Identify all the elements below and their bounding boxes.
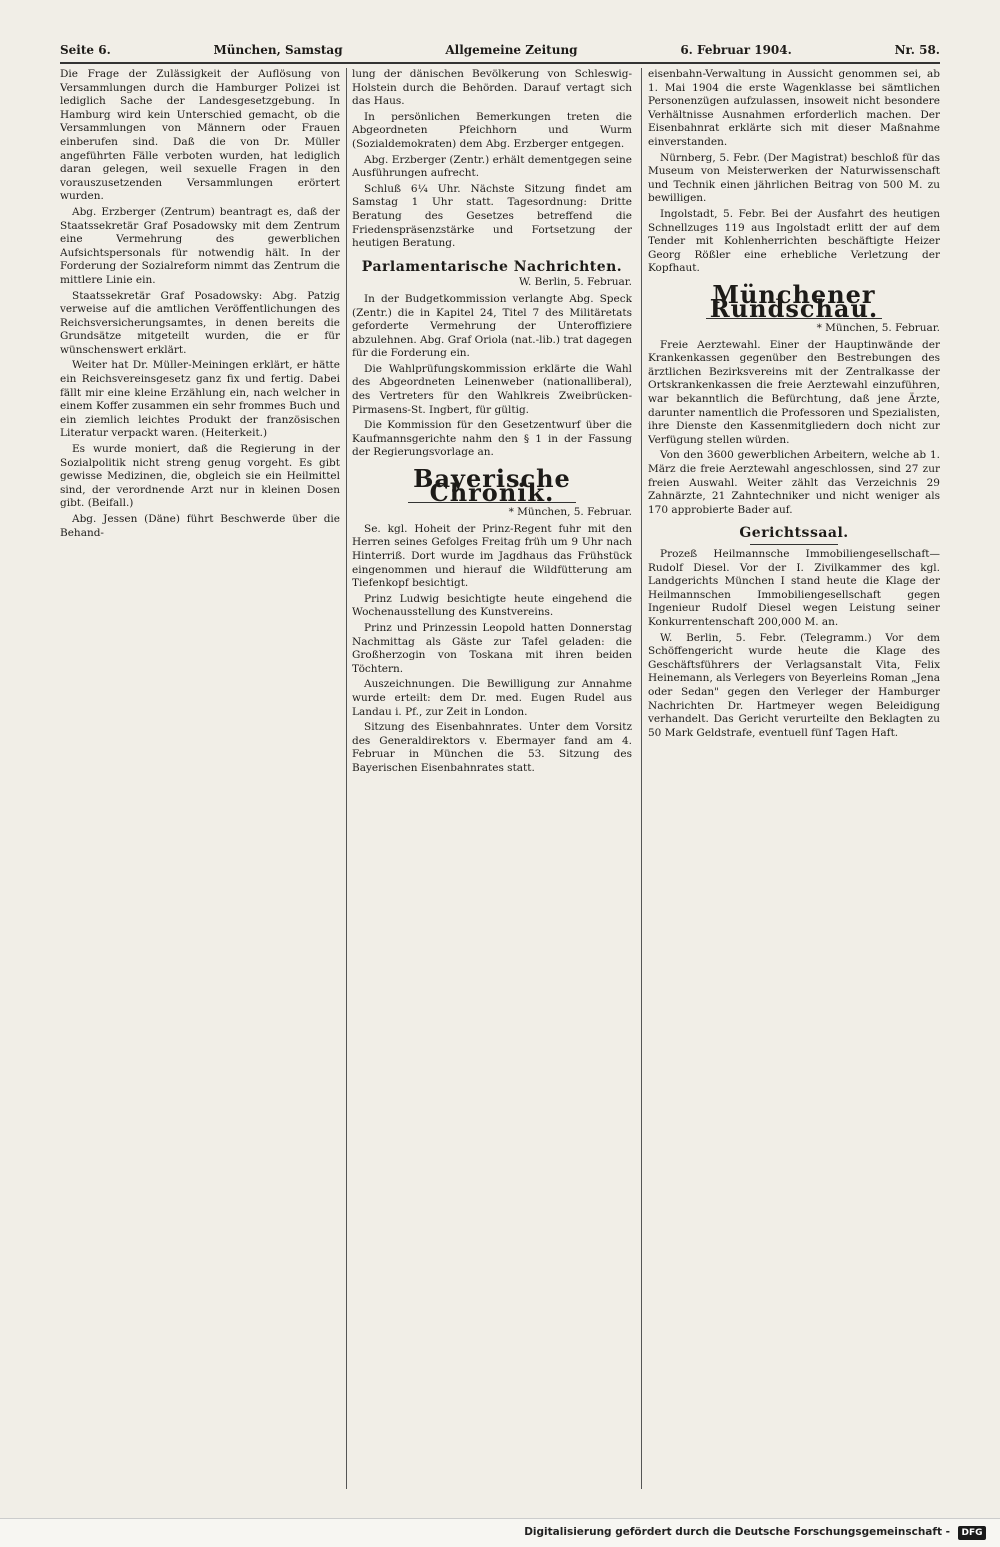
article-paragraph: lung der dänischen Bevölkerung von Schleswig-Holstein durch die Behörden. Darauf vertagt sich das Haus. (352, 68, 632, 108)
column-2 (352, 68, 632, 1489)
column-divider (641, 68, 642, 1489)
article-paragraph: Von den 3600 gewerblichen Arbeitern, welche ab 1. März die freie Aerztewahl angeschlossen, sind 27 zur freien Auswahl. Weiter zählt das Verzeichnis 29 Zahnärzte, 21 Zahntechniker und nicht weniger als 170 approbierte Bader auf. (648, 449, 940, 516)
article-paragraph: Prozeß Heilmannsche Immobiliengesellschaft—Rudolf Diesel. Vor der I. Zivilkammer des kgl. Landgerichts München I stand heute die Klage der Heilmannschen Immobiliengesellschaft gegen Ingenieur Rudolf Diesel wegen Leistung seiner Konkurrentenschaft 200,000 M. an. (648, 548, 940, 628)
article-paragraph: Weiter hat Dr. Müller-Meiningen erklärt, er hätte ein Reichsvereinsgesetz ganz fix und fertig. Dabei fällt mir eine kleine Erzählung ein, nach welcher in einem Koffer zusammen ein sehr frommes Buch und ein ziemlich leichtes Produkt der französischen Literatur verpackt waren. (Heiterkeit.) (60, 359, 340, 440)
article-paragraph: Es wurde moniert, daß die Regierung in der Sozialpolitik nicht streng genug vorgeht. Es gibt gewisse Medizinen, die, obgleich sie ein Heilmittel sind, der verordnende Arzt nur in kleinen Dosen gibt. (Beifall.) (60, 443, 340, 510)
article-paragraph: Se. kgl. Hoheit der Prinz-Regent fuhr mit den Herren seines Gefolges Freitag früh um 9 Uhr nach Hinterriß. Dort wurde im Jagdhaus das Frühstück eingenommen und hierauf die Wildfütterung am Tiefenkopf besichtigt. (352, 522, 632, 590)
article-paragraph: Prinz und Prinzessin Leopold hatten Donnerstag Nachmittag als Gäste zur Tafel geladen: die Großherzogin von Toskana mit ihren beiden Töchtern. (352, 621, 632, 675)
article-paragraph: Die Wahlprüfungskommission erklärte die Wahl des Abgeordneten Leinenweber (nationalliberal), des Vertreters für den Wahlkreis Zweibrücken-Pirmasens-St. Ingbert, für gültig. (352, 362, 632, 416)
article-paragraph: Sitzung des Eisenbahnrates. Unter dem Vorsitz des Generaldirektors v. Ebermayer fand am 4. Februar in München die 53. Sitzung des Bayerischen Eisenbahnrates statt. (352, 721, 632, 774)
article-paragraph: Ingolstadt, 5. Febr. Bei der Ausfahrt des heutigen Schnellzuges 119 aus Ingolstadt erlitt der auf dem Tender mit Kohlenherrichten beschäftigte Heizer Georg Rößler eine erhebliche Verletzung der Kopfhaut. (648, 207, 940, 275)
column-divider (346, 68, 347, 1489)
article-paragraph: Abg. Jessen (Däne) führt Beschwerde über die Behand- (60, 513, 340, 539)
article-paragraph: Auszeichnungen. Die Bewilligung zur Annahme wurde erteilt: dem Dr. med. Eugen Rudel aus Landau i. Pf., zur Zeit in London. (352, 678, 632, 718)
title-rule (750, 544, 838, 545)
article-paragraph: Freie Aerztewahl. Einer der Hauptinwände der Krankenkassen gegenüber den Bestrebungen des ärztlichen Bezirksvereins mit der Zentralkasse der Ortskrankenkassen die freie Aerztewahl einzuführen, war bekanntlich die Befürchtung, daß jene Ärzte, darunter namentlich die Professoren und Spezialisten, ihre Dienste den Kassenmitgliedern doch nicht zur Verfügung stellen würden. (648, 338, 940, 446)
section-title-court: Gerichtssaal. (739, 525, 849, 542)
dfg-logo-icon: DFG (958, 1526, 986, 1540)
issue-date: 6. Februar 1904. (680, 43, 792, 57)
article-paragraph: Die Kommission für den Gesetzentwurf über die Kaufmannsgerichte nahm den § 1 in der Fassung der Regierungsvorlage an. (352, 419, 632, 459)
article-paragraph: Nürnberg, 5. Febr. (Der Magistrat) beschloß für das Museum von Meisterwerken der Naturwissenschaft und Technik einen jährlichen Beitrag von 500 M. zu bewilligen. (648, 151, 940, 205)
article-paragraph: Prinz Ludwig besichtigte heute eingehend die Wochenausstellung des Kunstvereins. (352, 592, 632, 619)
article-paragraph: Schluß 6¼ Uhr. Nächste Sitzung findet am Samstag 1 Uhr statt. Tagesordnung: Dritte Beratung des Gesetzes betreffend die Friedenspräsenzstärke und Fortsetzung der heutigen Beratung. (352, 182, 632, 250)
dateline: W. Berlin, 5. Februar. (519, 276, 632, 289)
section-title-parliament: Parlamentarische Nachrichten. (361, 258, 623, 275)
article-paragraph: W. Berlin, 5. Febr. (Telegramm.) Vor dem Schöffengericht wurde heute die Klage des Geschäftsführers der Verlagsanstalt Vita, Felix Heinemann, als Verlegers von Beyerleins Roman „Jena oder Sedan" gegen den Verleger der Hamburger Nachrichten Dr. Hartmeyer wegen Beleidigung verhandelt. Das Gericht verurteilte den Beklagten zu 50 Mark Geldstrafe, eventuell fünf Tagen Haft. (648, 631, 940, 739)
page-header (60, 40, 940, 60)
digitization-footer (0, 1518, 1000, 1547)
article-paragraph: Staatssekretär Graf Posadowsky: Abg. Patzig verweise auf die amtlichen Veröffentlichungen des Reichsversicherungsamtes, in denen bereits die Grundsätze mitgeteilt wurden, die er für wünschenswert erklärt. (60, 289, 340, 356)
article-paragraph: In der Budgetkommission verlangte Abg. Speck (Zentr.) die in Kapitel 24, Titel 7 des Militäretats geforderte Vermehrung der Unteroffiziere abzulehnen. Abg. Graf Oriola (nat.-lib.) trat dagegen für die Forderung ein. (352, 292, 632, 360)
dateline: * München, 5. Februar. (508, 506, 632, 519)
page-number: Seite 6. (60, 43, 111, 57)
section-title-munich-review: Münchener Rundschau. (709, 279, 879, 323)
newspaper-title: Allgemeine Zeitung (445, 43, 578, 57)
column-3 (648, 68, 940, 1489)
issue-number: Nr. 58. (894, 43, 940, 57)
header-rule (60, 62, 940, 64)
article-paragraph: Abg. Erzberger (Zentr.) erhält dementgegen seine Ausführungen aufrecht. (352, 153, 632, 180)
place-day: München, Samstag (213, 43, 343, 57)
column-1 (60, 68, 340, 1489)
section-title-bavarian-chronicle: Bayerische Chronik. (413, 464, 571, 507)
footer-credit: Digitalisierung gefördert durch die Deutsche Forschungsgemeinschaft - (524, 1526, 950, 1538)
article-paragraph: Die Frage der Zulässigkeit der Auflösung von Versammlungen durch die Hamburger Polizei ist lediglich Sache der Landesgesetzgebung. In Hamburg wird kein Unterschied gemacht, ob die Versammlungen von Männern oder Frauen einberufen sind. Daß die von Dr. Müller angeführten Fälle verboten wurden, hat lediglich daran gelegen, weil sexuelle Fragen in den vorauszusetzenden Versammlungen erörtert wurden. (60, 68, 340, 203)
article-paragraph: In persönlichen Bemerkungen treten die Abgeordneten Pfeichhorn und Wurm (Sozialdemokraten) dem Abg. Erzberger entgegen. (352, 110, 632, 150)
dateline: * München, 5. Februar. (816, 322, 940, 335)
article-paragraph: eisenbahn-Verwaltung in Aussicht genommen sei, ab 1. Mai 1904 die erste Wagenklasse bei sämtlichen Personenzügen aufzulassen, insoweit nicht besondere Verhältnisse Ausnahmen erforderlich machen. Der Eisenbahnrat erklärte sich mit dieser Maßnahme einverstanden. (648, 68, 940, 148)
article-paragraph: Abg. Erzberger (Zentrum) beantragt es, daß der Staatssekretär Graf Posadowsky mit dem Zentrum eine Vermehrung des gewerblichen Aufsichtspersonals für notwendig hält. In der Forderung der Sozialreform nimmt das Zentrum die mittlere Linie ein. (60, 205, 340, 286)
